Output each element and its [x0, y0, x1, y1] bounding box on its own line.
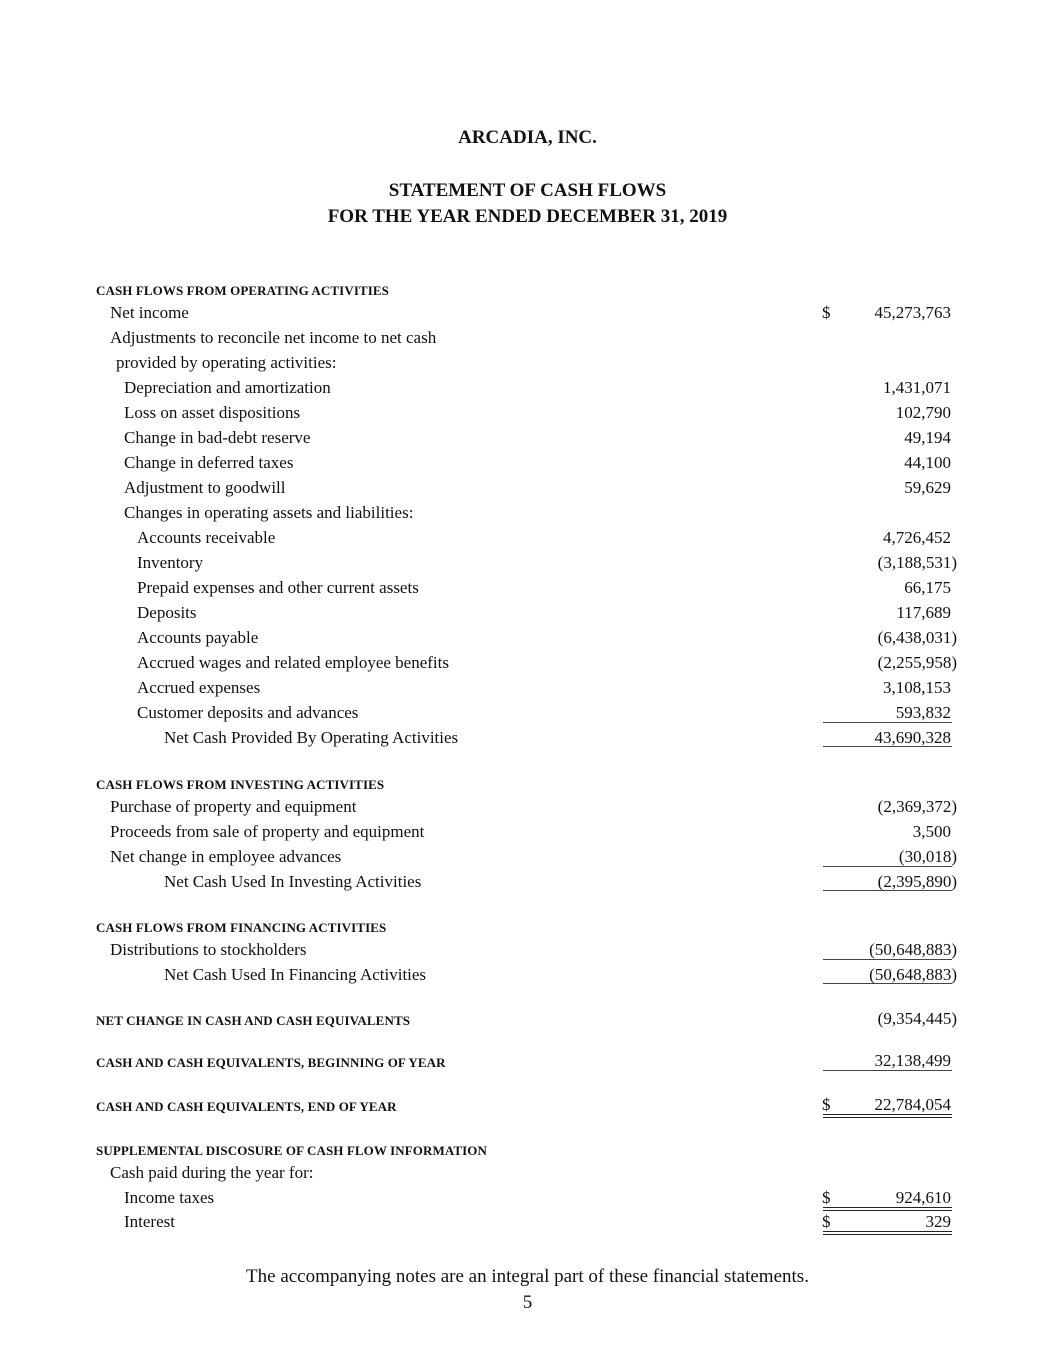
line-item-value: 3,108,153: [883, 678, 951, 697]
line-item-row: [0, 628, 1055, 653]
changes-heading: Changes in operating assets and liabilities:: [124, 503, 414, 522]
supplemental-heading-row: [0, 1139, 1055, 1164]
adjustments-heading-line2: provided by operating activities:: [116, 353, 337, 372]
line-item-label: Net change in employee advances: [110, 847, 342, 866]
line-item-label: Income taxes: [124, 1188, 215, 1207]
supplemental-heading: SUPPLEMENTAL DISCOSURE OF CASH FLOW INFORMATION: [96, 1143, 488, 1158]
subtotal-rule: [823, 866, 952, 867]
footer-note: The accompanying notes are an integral part of these financial statements.: [246, 1266, 809, 1287]
financing-total-label: Net Cash Used In Financing Activities: [164, 965, 427, 984]
operating-total-label: Net Cash Provided By Operating Activities: [164, 728, 459, 747]
operating-heading: CASH FLOWS FROM OPERATING ACTIVITIES: [96, 283, 390, 298]
line-item-value: 59,629: [904, 478, 951, 497]
line-item-row: [0, 378, 1055, 403]
subtotal-rule: [823, 959, 952, 960]
line-item-value: 117,689: [896, 603, 951, 622]
total-rule: [823, 983, 952, 984]
line-item-label: Interest: [124, 1212, 175, 1231]
line-item-value: 102,790: [895, 403, 951, 422]
investing-heading: CASH FLOWS FROM INVESTING ACTIVITIES: [96, 777, 385, 792]
subtotal-rule: [823, 1070, 952, 1071]
double-total-rule: [823, 1114, 952, 1118]
line-item-label: Purchase of property and equipment: [110, 797, 357, 816]
financing-section-heading-row: [0, 916, 1055, 941]
line-item-row: [0, 678, 1055, 703]
investing-total-label: Net Cash Used In Investing Activities: [164, 872, 422, 891]
line-item-value: 593,832: [895, 703, 951, 722]
investing-total-value: (2,395,890): [877, 872, 957, 891]
line-item-row: [0, 553, 1055, 578]
double-total-rule: [823, 1207, 952, 1211]
company-name: ARCADIA, INC.: [458, 127, 597, 148]
line-item-label: Prepaid expenses and other current assets: [137, 578, 419, 597]
line-item-row: [0, 403, 1055, 428]
line-item-row: [0, 847, 1055, 872]
line-item-row: [0, 703, 1055, 728]
line-item-label: Accounts payable: [137, 628, 259, 647]
line-item-label: Adjustment to goodwill: [124, 478, 286, 497]
net-income-value: 45,273,763: [874, 303, 951, 322]
total-rule: [823, 890, 952, 891]
line-item-label: Accounts receivable: [137, 528, 276, 547]
line-item-value: (2,255,958): [877, 653, 957, 672]
line-item-label: Customer deposits and advances: [137, 703, 359, 722]
line-item-value: (3,188,531): [877, 553, 957, 572]
line-item-label: Loss on asset dispositions: [124, 403, 301, 422]
supplemental-subheading-row: [0, 1163, 1055, 1188]
financing-heading: CASH FLOWS FROM FINANCING ACTIVITIES: [96, 920, 387, 935]
line-item-value: 66,175: [904, 578, 951, 597]
supplemental-subheading: Cash paid during the year for:: [110, 1163, 314, 1182]
line-item-value: 3,500: [912, 822, 951, 841]
line-item-value: (2,369,372): [877, 797, 957, 816]
line-item-row: [0, 478, 1055, 503]
beginning-cash-value: 32,138,499: [874, 1051, 951, 1070]
line-item-label: Depreciation and amortization: [124, 378, 331, 397]
net-income-row: [0, 303, 1055, 328]
line-item-value: 924,610: [895, 1188, 951, 1207]
changes-heading-row: [0, 503, 1055, 528]
line-item-value: 4,726,452: [883, 528, 951, 547]
line-item-row: [0, 578, 1055, 603]
beginning-cash-row: [0, 1051, 1055, 1076]
line-item-label: Accrued wages and related employee benefits: [137, 653, 449, 672]
line-item-row: [0, 822, 1055, 847]
line-item-row: [0, 428, 1055, 453]
financing-total-value: (50,648,883): [869, 965, 957, 984]
adjustments-heading-row: [0, 328, 1055, 353]
page-number: 5: [522, 1292, 533, 1313]
net-income-label: Net income: [110, 303, 189, 322]
operating-total-row: [0, 728, 1055, 753]
line-item-row: [0, 528, 1055, 553]
line-item-row: [0, 603, 1055, 628]
line-item-value: (6,438,031): [877, 628, 957, 647]
line-item-label: Change in bad-debt reserve: [124, 428, 311, 447]
investing-section-heading-row: [0, 773, 1055, 798]
line-item-row: [0, 453, 1055, 478]
line-item-label: Deposits: [137, 603, 197, 622]
line-item-value: 329: [925, 1212, 951, 1231]
total-rule: [823, 746, 952, 747]
line-item-value: (30,018): [898, 847, 957, 866]
ending-cash-label: CASH AND CASH EQUIVALENTS, END OF YEAR: [96, 1099, 397, 1114]
net-change-value: (9,354,445): [877, 1009, 957, 1028]
beginning-cash-label: CASH AND CASH EQUIVALENTS, BEGINNING OF YEAR: [96, 1055, 446, 1070]
statement-period: FOR THE YEAR ENDED DECEMBER 31, 2019: [327, 206, 728, 227]
line-item-row: [0, 940, 1055, 965]
financing-total-row: [0, 965, 1055, 990]
subtotal-rule: [823, 722, 952, 723]
investing-total-row: [0, 872, 1055, 897]
line-item-value: 49,194: [904, 428, 951, 447]
operating-total-value: 43,690,328: [874, 728, 951, 747]
currency-symbol: $: [822, 303, 831, 322]
line-item-value: 1,431,071: [883, 378, 951, 397]
line-item-row: [0, 797, 1055, 822]
operating-section-heading-row: [0, 279, 1055, 304]
line-item-label: Inventory: [137, 553, 204, 572]
line-item-row: [0, 653, 1055, 678]
adjustments-heading-row-2: [0, 353, 1055, 378]
line-item-label: Change in deferred taxes: [124, 453, 294, 472]
line-item-label: Accrued expenses: [137, 678, 261, 697]
net-change-row: [0, 1009, 1055, 1034]
statement-title: STATEMENT OF CASH FLOWS: [388, 180, 667, 201]
ending-cash-value: 22,784,054: [874, 1095, 951, 1114]
line-item-value: (50,648,883): [869, 940, 957, 959]
currency-symbol: $: [822, 1212, 831, 1231]
line-item-label: Distributions to stockholders: [110, 940, 307, 959]
adjustments-heading-line1: Adjustments to reconcile net income to net cash: [110, 328, 437, 347]
line-item-value: 44,100: [904, 453, 951, 472]
double-total-rule: [823, 1231, 952, 1235]
currency-symbol: $: [822, 1188, 831, 1207]
currency-symbol: $: [822, 1095, 831, 1114]
line-item-label: Proceeds from sale of property and equipment: [110, 822, 425, 841]
net-change-label: NET CHANGE IN CASH AND CASH EQUIVALENTS: [96, 1013, 411, 1028]
